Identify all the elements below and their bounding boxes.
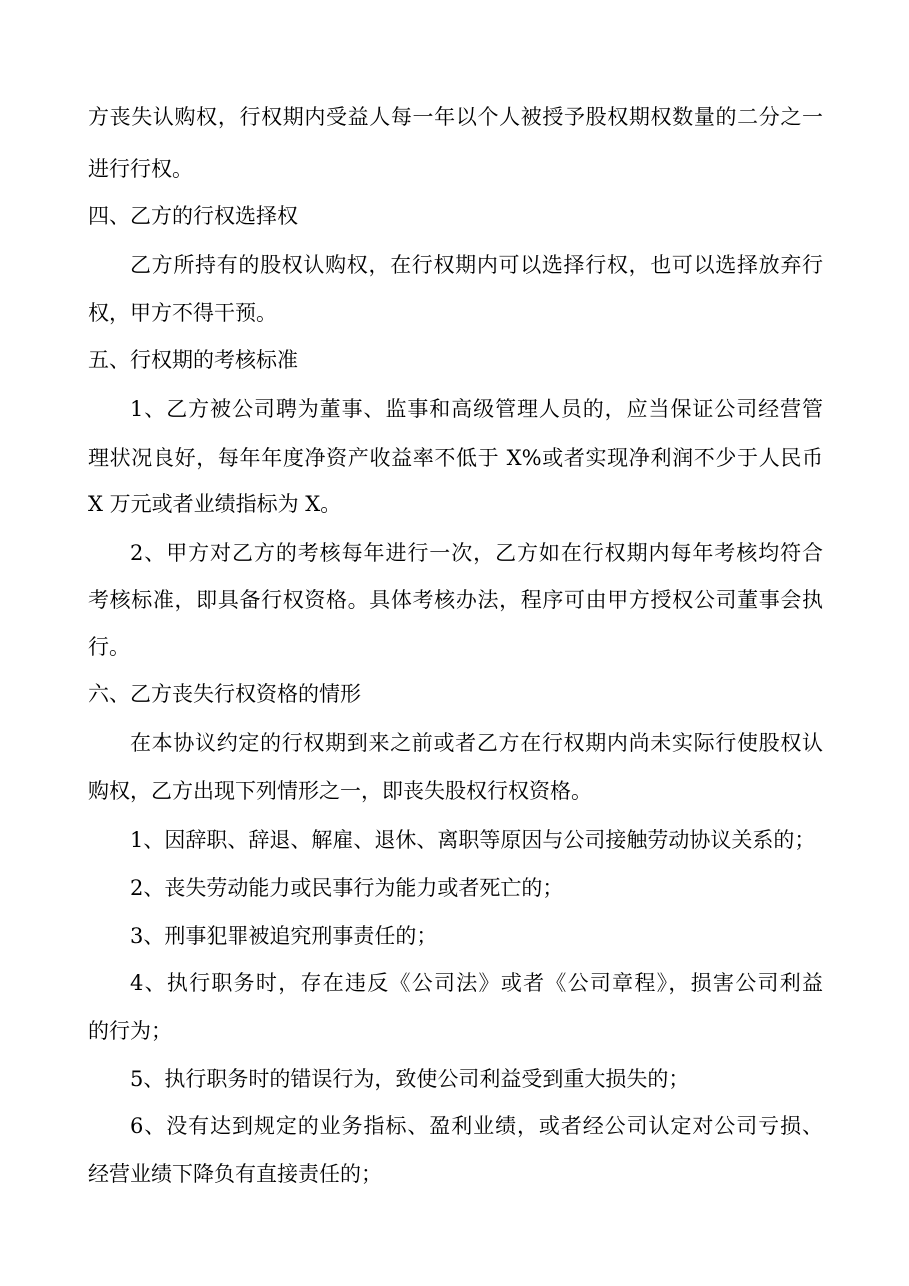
list-item: 5、执行职务时的错误行为，致使公司利益受到重大损失的；	[130, 1067, 690, 1091]
paragraph-line: 的行为；	[88, 1019, 172, 1043]
paragraph-line: 在本协议约定的行权期到来之前或者乙方在行权期内尚未实际行使股权认	[130, 731, 823, 755]
paragraph-line: 权，甲方不得干预。	[88, 301, 277, 325]
paragraph-line: 2、甲方对乙方的考核每年进行一次，乙方如在行权期内每年考核均符合	[130, 541, 823, 565]
section-heading: 四、乙方的行权选择权	[88, 204, 298, 228]
list-item: 2、丧失劳动能力或民事行为能力或者死亡的；	[130, 876, 564, 900]
list-item: 4、执行职务时，存在违反《公司法》或者《公司章程》，损害公司利益	[130, 971, 823, 995]
paragraph-line: X 万元或者业绩指标为 X。	[88, 492, 342, 516]
section-heading: 五、行权期的考核标准	[88, 348, 298, 372]
list-item: 3、刑事犯罪被追究刑事责任的；	[130, 924, 438, 948]
list-item: 1、因辞职、辞退、解雇、退休、离职等原因与公司接触劳动协议关系的；	[130, 828, 816, 852]
paragraph-line: 行。	[88, 635, 130, 659]
paragraph-line: 乙方所持有的股权认购权，在行权期内可以选择行权，也可以选择放弃行	[130, 253, 823, 277]
paragraph-line: 考核标准，即具备行权资格。具体考核办法，程序可由甲方授权公司董事会执	[88, 588, 823, 612]
paragraph-line: 方丧失认购权，行权期内受益人每一年以个人被授予股权期权数量的二分之一	[88, 105, 823, 129]
paragraph-line: 经营业绩下降负有直接责任的；	[88, 1162, 382, 1186]
paragraph-line: 购权，乙方出现下列情形之一，即丧失股权行权资格。	[88, 779, 592, 803]
list-item: 6、没有达到规定的业务指标、盈利业绩，或者经公司认定对公司亏损、	[130, 1114, 823, 1138]
paragraph-line: 进行行权。	[88, 157, 193, 181]
section-heading: 六、乙方丧失行权资格的情形	[88, 682, 361, 706]
paragraph-line: 1、乙方被公司聘为董事、监事和高级管理人员的，应当保证公司经营管	[130, 397, 823, 421]
paragraph-line: 理状况良好，每年年度净资产收益率不低于 X%或者实现净利润不少于人民币	[88, 446, 823, 470]
